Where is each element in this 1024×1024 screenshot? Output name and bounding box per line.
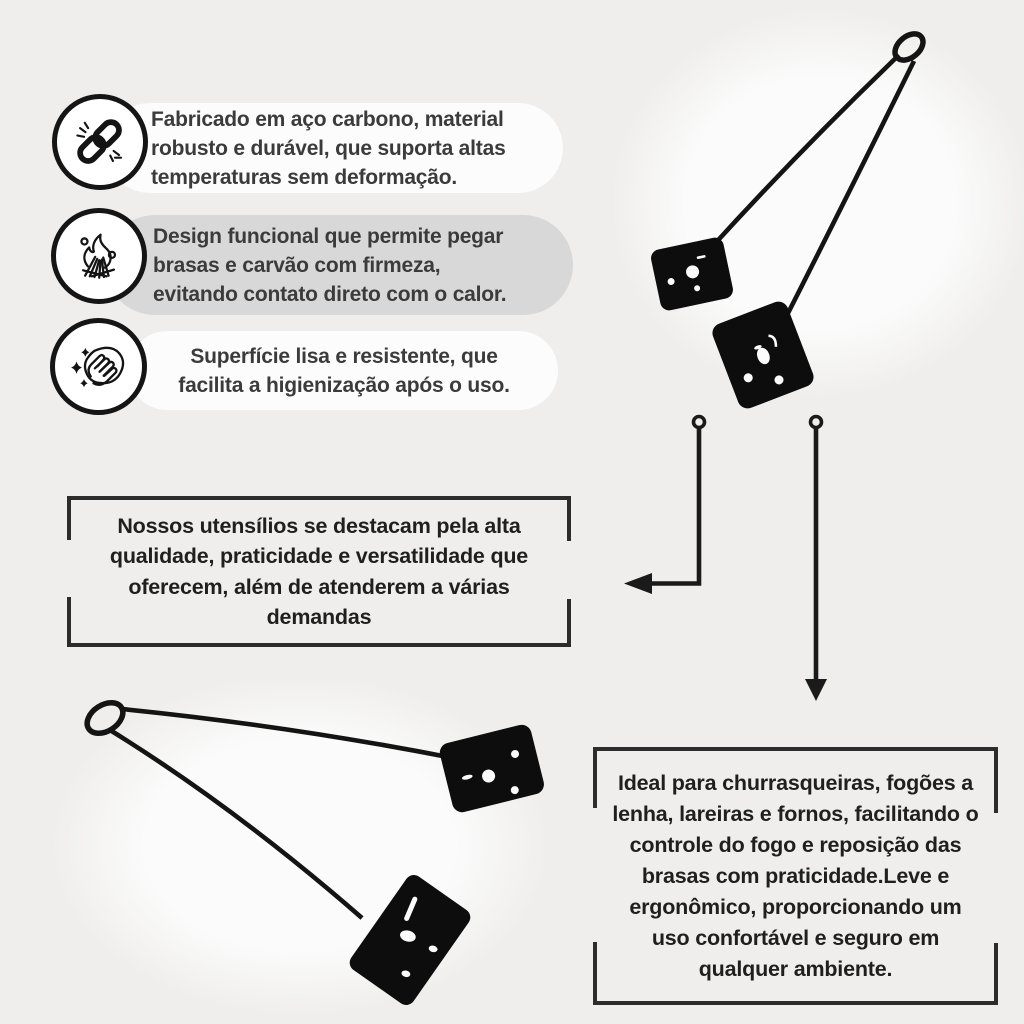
quote-line: demandas <box>266 605 372 629</box>
chain-link-icon <box>66 108 133 175</box>
tongs-wire-right <box>781 61 914 327</box>
bonfire-icon <box>65 222 132 289</box>
tongs-horizontal-illustration <box>40 680 560 1024</box>
quote-line: oferecem, além de atenderem a várias <box>128 574 510 599</box>
tongs-loop-handle <box>82 696 129 739</box>
feature-text-design <box>153 215 565 315</box>
feature-icon-circle-design <box>51 208 147 304</box>
benefit-line: controle do fogo e reposição das <box>629 832 962 857</box>
feature-line: robusto e durável, que suporta altas <box>151 136 506 160</box>
arrow-left-annotation <box>624 417 705 595</box>
feature-line: brasas e carvão com firmeza, <box>153 253 441 277</box>
hand-wipe-icon <box>65 333 133 401</box>
quote-box <box>67 496 571 647</box>
quote-line: Nossos utensílios se destacam pela alta <box>117 513 521 538</box>
quote-line: qualidade, praticidade e versatilidade que <box>109 544 529 568</box>
feature-text-clean <box>140 331 548 410</box>
arrow-down-annotation <box>805 417 827 702</box>
feature-line: temperaturas sem deformação. <box>151 165 458 189</box>
feature-line: Superfície lisa e resistente, que <box>190 344 498 368</box>
benefit-line: Ideal para churrasqueiras, fogões a <box>617 770 974 795</box>
tongs-wire-bottom <box>110 730 362 918</box>
feature-line: facilita a higienização após o uso. <box>178 373 510 397</box>
feature-line: Design funcional que permite pegar <box>153 224 504 248</box>
feature-text-steel <box>151 103 556 193</box>
tongs-paddle-upper <box>438 723 546 815</box>
benefit-line: qualquer ambiente. <box>698 956 893 981</box>
benefit-line: brasas com praticidade.Leve e <box>641 863 950 888</box>
benefit-line: lenha, lareiras e fornos, facilitando o <box>612 801 979 826</box>
benefit-line: uso confortável e seguro em <box>651 925 940 950</box>
feature-line: evitando contato direto com o calor. <box>153 282 507 306</box>
tongs-diagonal-illustration <box>600 10 1024 430</box>
product-photo-bottom <box>40 680 560 1024</box>
tongs-wire-top <box>122 709 453 758</box>
feature-line: Fabricado em aço carbono, material <box>151 107 504 131</box>
feature-icon-circle-steel <box>52 94 148 190</box>
tongs-paddle-lower <box>346 872 474 1009</box>
product-photo-top <box>600 10 1024 430</box>
feature-icon-circle-clean <box>50 318 147 415</box>
quote-box-text <box>61 496 577 647</box>
benefit-line: ergonômico, proporcionando um <box>629 894 962 919</box>
tongs-paddle-large <box>710 299 817 412</box>
annotation-arrows <box>610 405 910 705</box>
benefit-box-text <box>583 747 1008 1005</box>
tongs-paddle-small <box>649 236 734 312</box>
benefit-box <box>593 747 998 1005</box>
